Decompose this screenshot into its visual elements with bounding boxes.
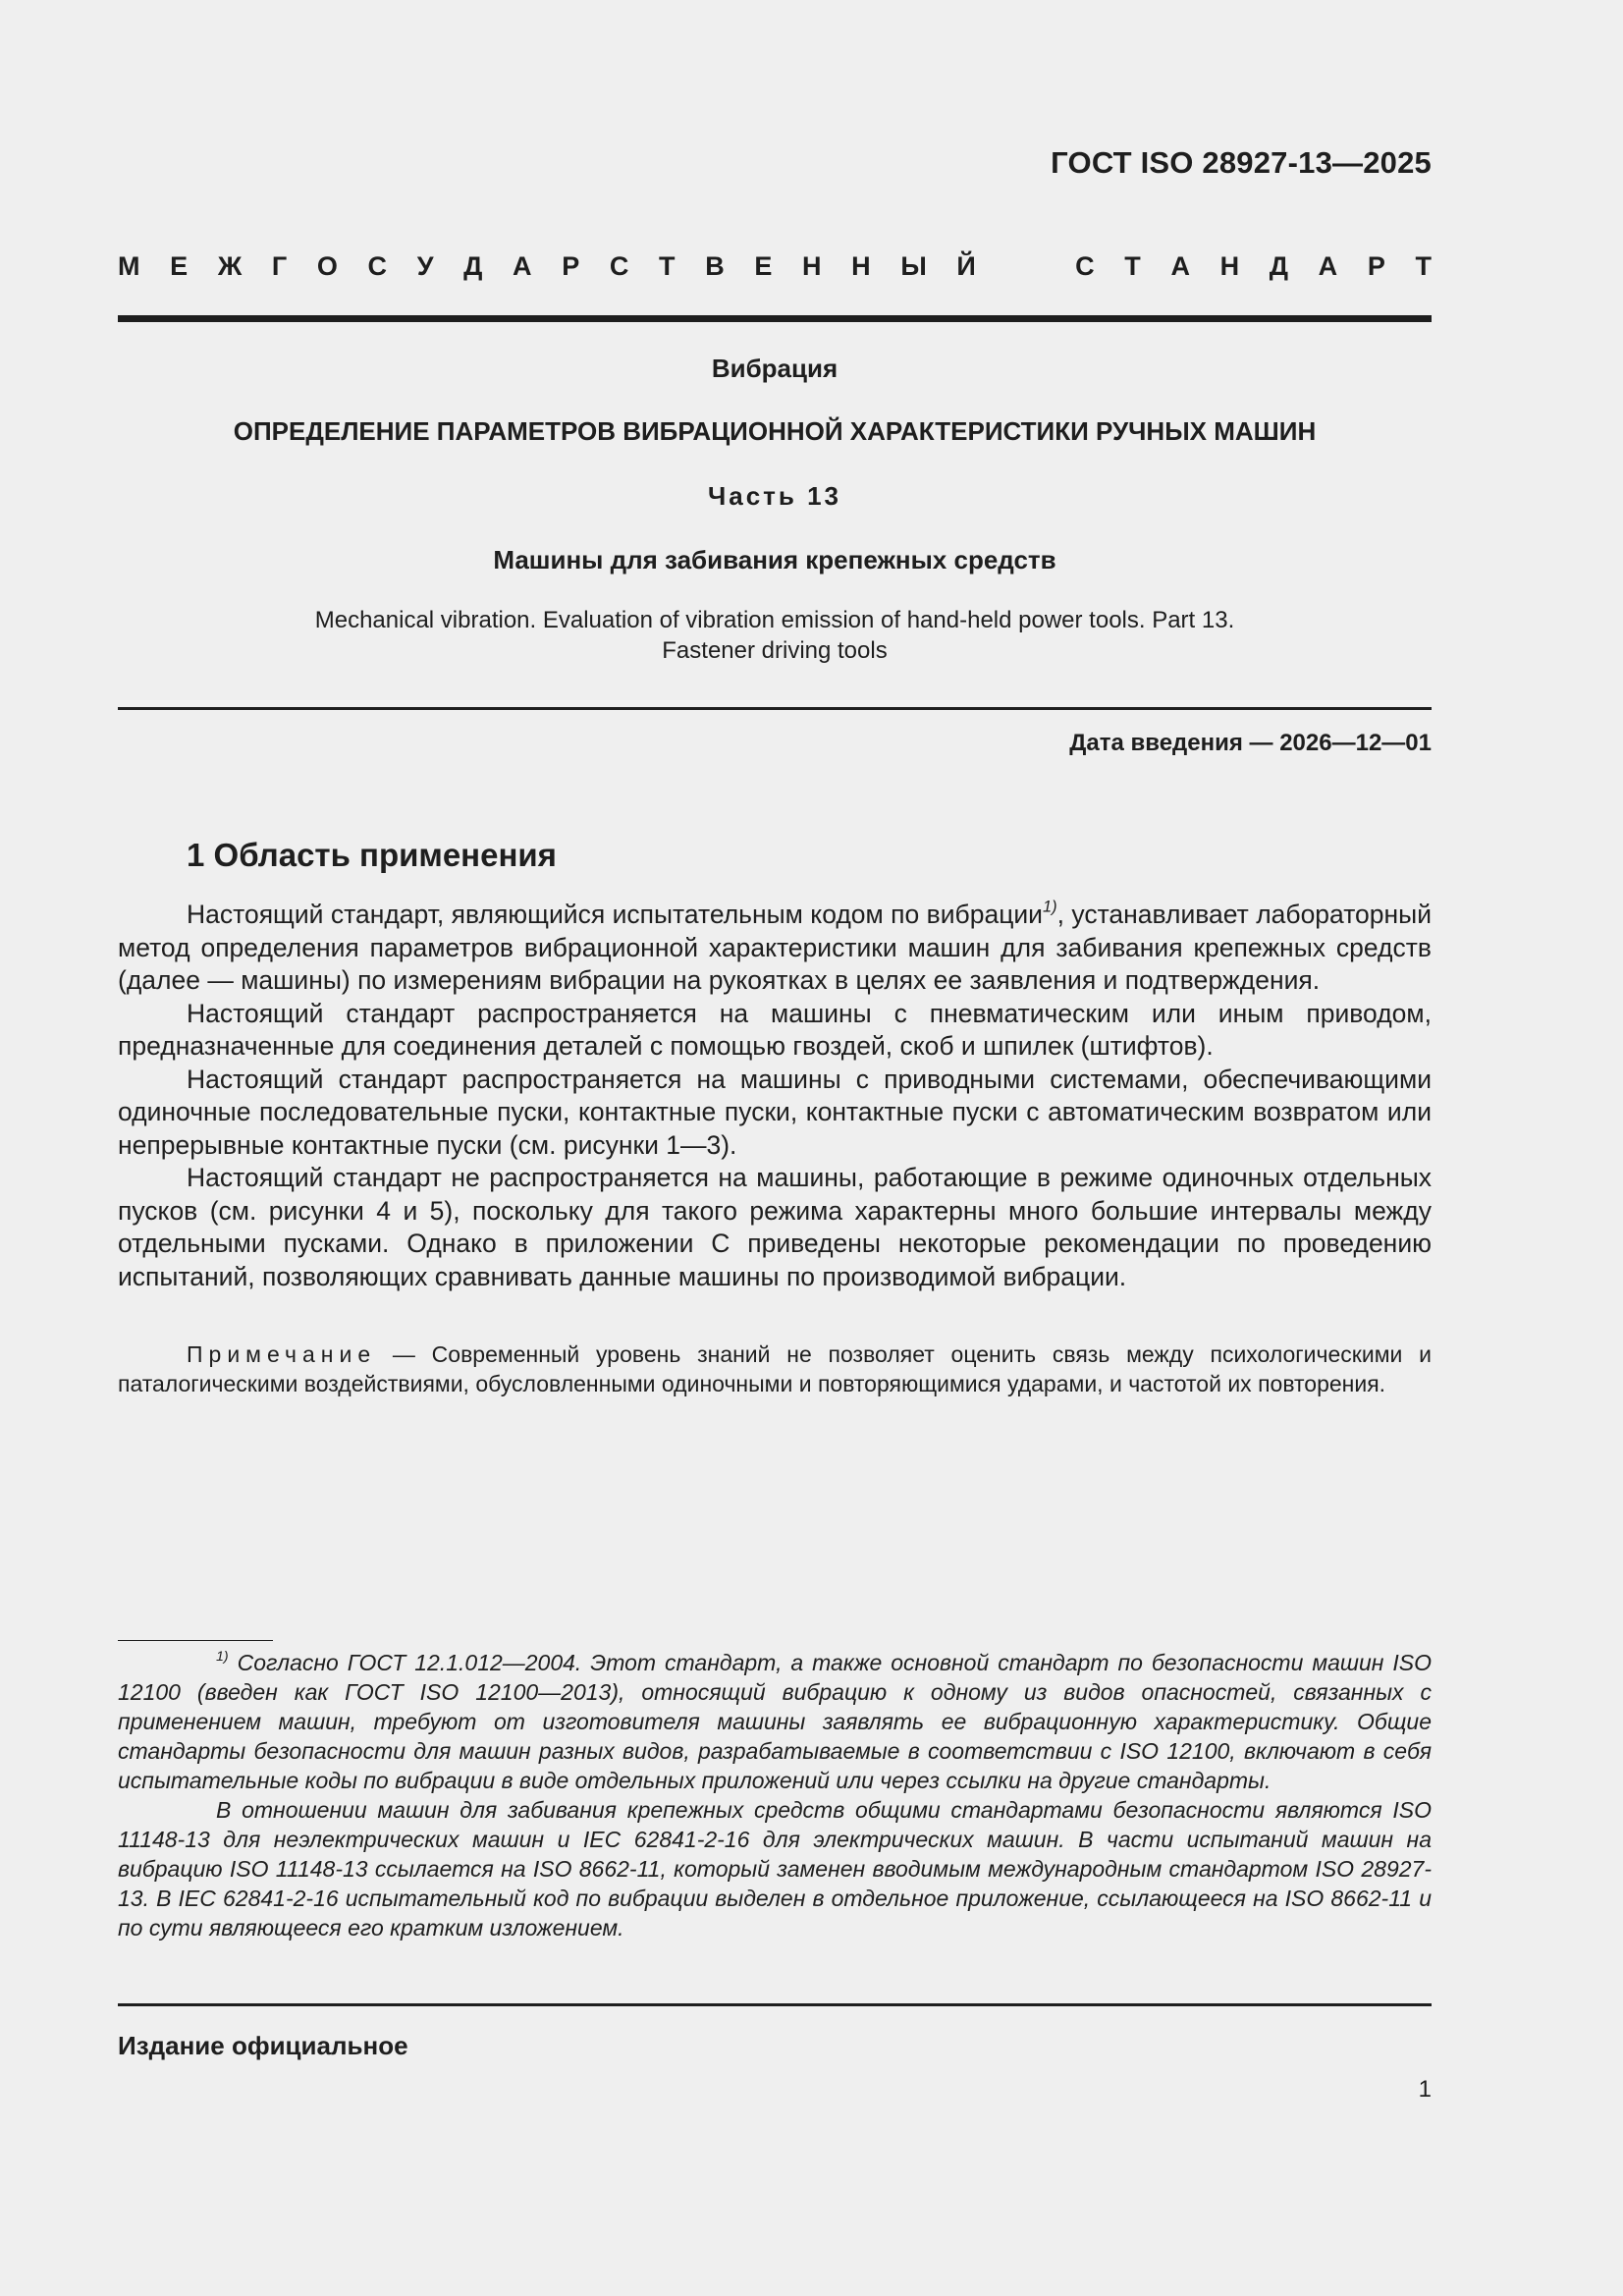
standard-kind-heading bbox=[118, 251, 1432, 282]
kind-letter: Р bbox=[562, 251, 580, 281]
kind-letter: Н bbox=[802, 251, 822, 281]
title-english-line-2: Fastener driving tools bbox=[662, 637, 888, 664]
kind-letter: Д bbox=[463, 251, 483, 281]
section-heading: 1 Область применения bbox=[187, 837, 557, 873]
footnote-mark: 1) bbox=[216, 1649, 229, 1666]
footnote-paragraph-1: $^{1)}$ Согласно ГОСТ 12.1.012—2004. Этот стандарт, а также основной стандарт по безопасности машин ISO 12100 (введен как ГОСТ ISO 12100—2013), относящий вибрацию к одному из видов опасностей, связанных с применением машин, требуют от изготовителя машины заявлять ее вибрационную характеристику. Общие стандарты безопасности для машин разных видов, разрабатываемые в соответствии с ISO 12100, включают в себя испытательные коды по вибрации в виде отдельных приложений или через ссылки на другие стандарты. bbox=[118, 1649, 1432, 1793]
paragraph-1: Настоящий стандарт, являющийся испытательным кодом по вибрации$^{1)}$, устанавливает лабораторный метод определения параметров вибрационной характеристики машин для забивания крепежных средств (далее — машины) по измерениям вибрации на рукоятках в целях ее заявления и подтверждения. bbox=[118, 898, 1432, 995]
note-label: Примечание bbox=[187, 1341, 377, 1367]
kind-letter: Е bbox=[754, 251, 773, 281]
title-part: Часть 13 bbox=[707, 481, 842, 511]
note-text: — Современный уровень знаний не позволяет оценить связь между психологическими и паталогическими воздействиями, обусловленными одиночными и повторяющимися ударами, и частотой их повторения. bbox=[118, 1341, 1432, 1396]
kind-letter: А bbox=[1318, 251, 1338, 281]
document-number: ГОСТ ISO 28927-13—2025 bbox=[1051, 145, 1432, 180]
title-main: ОПРЕДЕЛЕНИЕ ПАРАМЕТРОВ ВИБРАЦИОННОЙ ХАРАКТЕРИСТИКИ РУЧНЫХ МАШИН bbox=[233, 416, 1317, 446]
kind-letter: Е bbox=[170, 251, 189, 281]
kind-letter: С bbox=[1075, 251, 1095, 281]
top-rule bbox=[118, 315, 1432, 322]
kind-letter: С bbox=[609, 251, 629, 281]
section-body bbox=[118, 899, 1432, 1293]
kind-letter: Ж bbox=[217, 251, 243, 281]
kind-letter: Н bbox=[1219, 251, 1240, 281]
page-number: 1 bbox=[1418, 2076, 1432, 2103]
kind-letter: М bbox=[118, 251, 140, 281]
title-english bbox=[118, 605, 1432, 666]
introduction-date: Дата введения — 2026—12—01 bbox=[1069, 730, 1432, 756]
kind-letter: Ы bbox=[900, 251, 927, 281]
footer-rule bbox=[118, 2003, 1432, 2006]
kind-letter: Р bbox=[1367, 251, 1385, 281]
title-topic: Вибрация bbox=[711, 354, 839, 383]
footnote bbox=[118, 1648, 1432, 1942]
title-bottom-rule bbox=[118, 707, 1432, 710]
kind-letter: А bbox=[513, 251, 532, 281]
kind-letter: А bbox=[1170, 251, 1190, 281]
paragraph-2: Настоящий стандарт распространяется на машины с пневматическим или иным приводом, предназначенные для соединения деталей с помощью гвоздей, скоб и шпилек (штифтов). bbox=[118, 998, 1432, 1061]
kind-letter: Т bbox=[659, 251, 676, 281]
kind-letter: Г bbox=[271, 251, 288, 281]
title-english-line-1: Mechanical vibration. Evaluation of vibration emission of hand-held power tools. Part 13. bbox=[314, 607, 1235, 633]
kind-letter: Т bbox=[1415, 251, 1432, 281]
footnote-reference: 1) bbox=[1043, 898, 1057, 916]
footnote-paragraph-2: В отношении машин для забивания крепежных средств общими стандартами безопасности являются ISO 11148-13 для неэлектрических машин и IEC 62841-2-16 для электрических машин. В части испытаний машин на вибрацию ISO 11148-13 ссылается на ISO 8662-11, который заменен вводимым международным стандартом ISO 28927-13. В IEC 62841-2-16 испытательный код по вибрации выделен в отдельное приложение, ссылающееся на ISO 8662-11 и по сути являющееся его кратким изложением. bbox=[118, 1797, 1432, 1941]
footnote-separator bbox=[118, 1640, 273, 1641]
kind-letter: В bbox=[705, 251, 725, 281]
kind-letter: У bbox=[416, 251, 434, 281]
kind-letter: Д bbox=[1269, 251, 1289, 281]
kind-letter: Н bbox=[851, 251, 871, 281]
title-subtitle: Машины для забивания крепежных средств bbox=[493, 545, 1056, 574]
kind-letter: Т bbox=[1124, 251, 1141, 281]
paragraph-3: Настоящий стандарт распространяется на машины с приводными системами, обеспечивающими одиночные последовательные пуски, контактные пуски, контактные пуски с автоматическим возвратом или непрерывные контактные пуски (см. рисунки 1—3). bbox=[118, 1064, 1432, 1160]
kind-letter: О bbox=[316, 251, 338, 281]
edition-label: Издание официальное bbox=[118, 2031, 408, 2060]
note bbox=[118, 1339, 1432, 1398]
paragraph-4: Настоящий стандарт не распространяется на машины, работающие в режиме одиночных отдельных пусков (см. рисунки 4 и 5), поскольку для такого режима характерны много большие интервалы между отдельными пусками. Однако в приложении С приведены некоторые рекомендации по проведению испытаний, позволяющих сравнивать данные машины по производимой вибрации. bbox=[118, 1163, 1432, 1291]
kind-letter: С bbox=[367, 251, 388, 281]
kind-letter: Й bbox=[956, 251, 976, 281]
